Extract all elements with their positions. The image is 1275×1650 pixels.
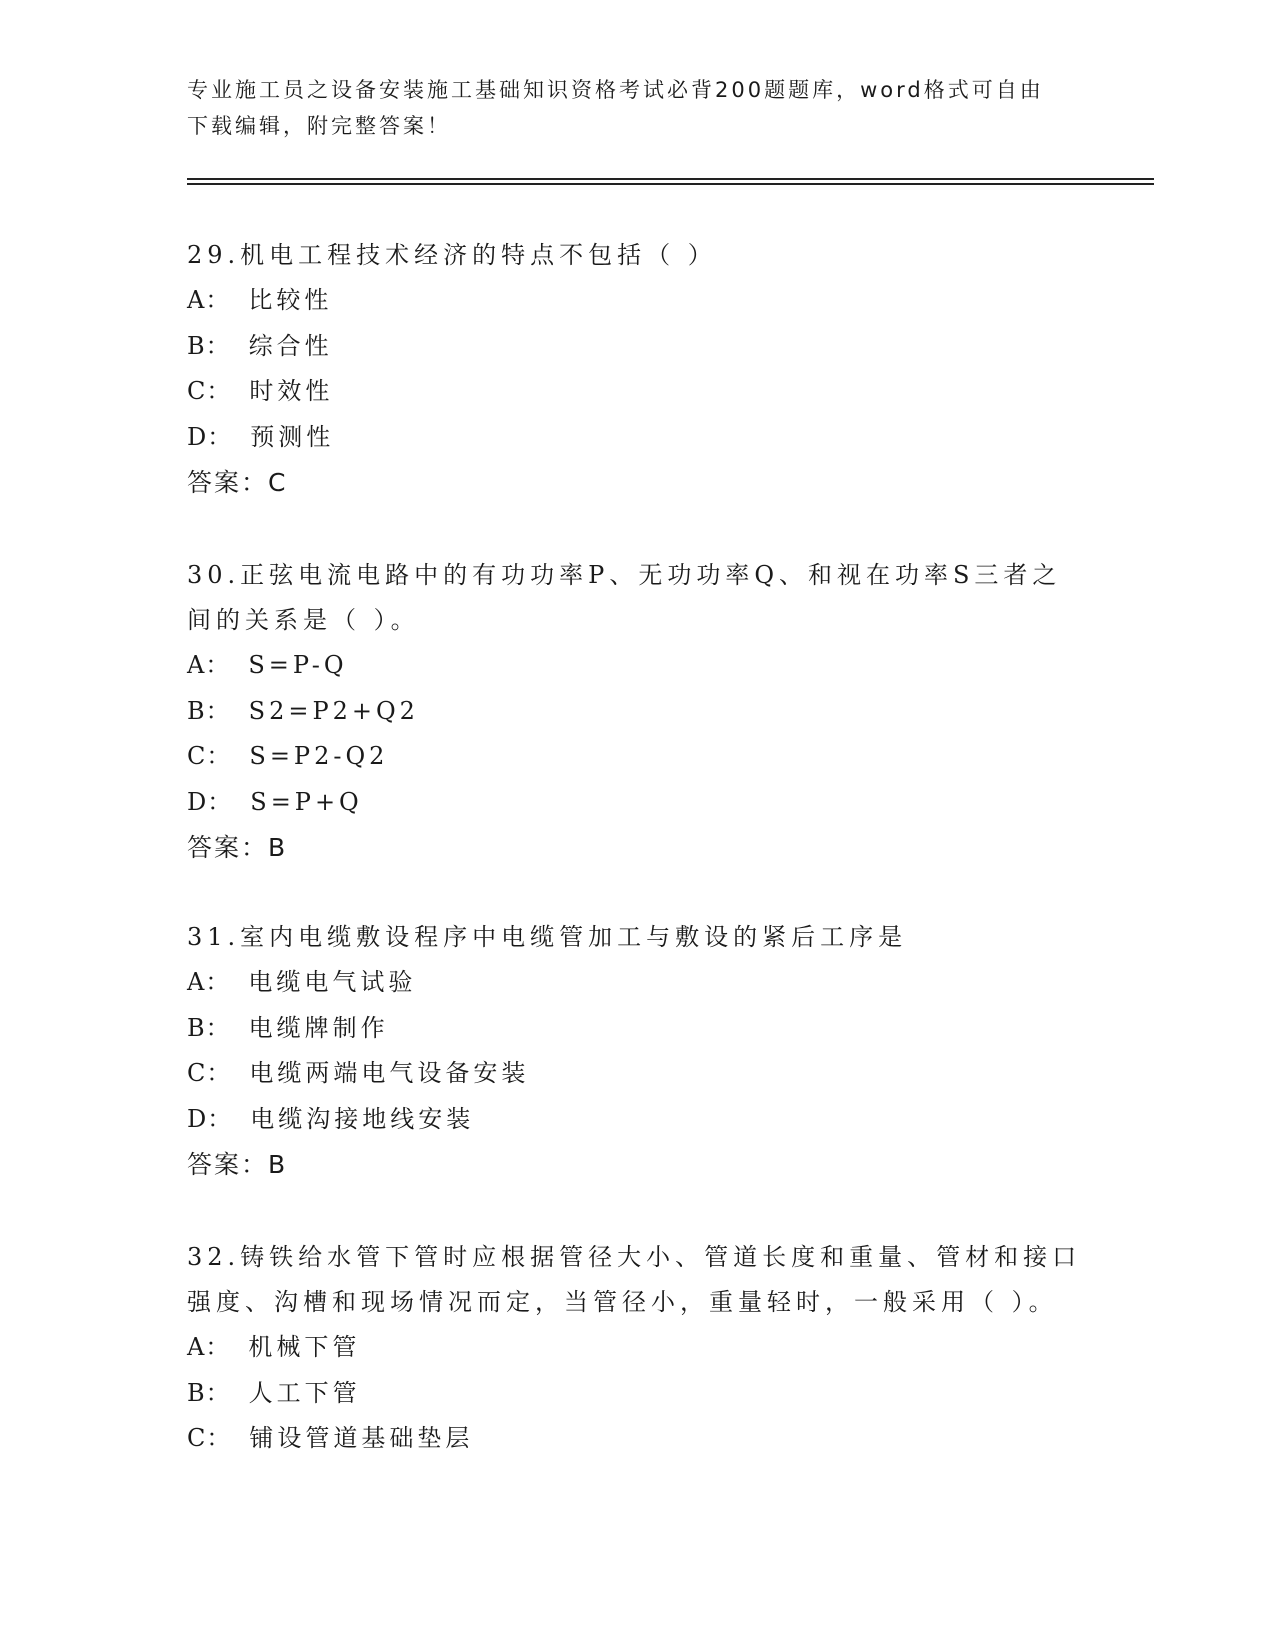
option-text: S=P-Q: [248, 651, 348, 679]
option-letter: B：: [187, 696, 231, 725]
option-letter: A：: [187, 286, 231, 314]
option-letter: A：: [187, 1333, 231, 1361]
option-letter: A：: [187, 651, 231, 679]
option-c: [187, 1416, 1087, 1462]
option-text: 电缆牌制作: [248, 1013, 389, 1042]
question-stem: 29.机电工程技术经济的特点不包括（ ）: [187, 241, 717, 269]
option-c: [187, 734, 1087, 780]
question-stem: 32.铸铁给水管下管时应根据管径大小、管道长度和重量、管材和接口强度、沟槽和现场情况而定，当管径小，重量轻时，一般采用（ ）。: [187, 1243, 1082, 1316]
option-text: 电缆两端电气设备安装: [249, 1059, 530, 1087]
option-text: 电缆沟接地线安装: [250, 1104, 475, 1133]
option-a: [187, 960, 1087, 1006]
option-letter: C：: [187, 377, 232, 405]
option-text: S=P2-Q2: [249, 742, 389, 770]
question-stem: 30.正弦电流电路中的有功功率P、无功功率Q、和视在功率S三者之间的关系是（ ）。: [187, 561, 1062, 634]
option-letter: B：: [187, 331, 231, 360]
option-b: [187, 324, 1087, 370]
option-b: [187, 689, 1087, 735]
answer-text: 答案：C: [187, 468, 288, 497]
option-letter: D：: [187, 1104, 233, 1133]
option-a: [187, 278, 1087, 324]
answer-text: 答案：B: [187, 833, 288, 862]
option-letter: B：: [187, 1013, 231, 1042]
option-d: [187, 780, 1087, 826]
option-d: [187, 415, 1087, 461]
option-text: S=P+Q: [250, 787, 363, 816]
question-32: [187, 1235, 1087, 1462]
option-letter: D：: [187, 787, 233, 816]
option-letter: C：: [187, 1059, 232, 1087]
option-letter: D：: [187, 422, 233, 451]
answer-text: 答案：B: [187, 1150, 288, 1179]
header-divider-bottom: [187, 183, 1154, 185]
option-a: [187, 643, 1087, 689]
option-letter: C：: [187, 1424, 232, 1452]
option-text: 预测性: [250, 422, 335, 451]
option-b: [187, 1371, 1087, 1417]
option-letter: C：: [187, 742, 232, 770]
option-letter: B：: [187, 1378, 231, 1407]
option-c: [187, 369, 1087, 415]
option-text: 综合性: [248, 331, 333, 360]
question-29: [187, 233, 1087, 505]
option-text: S2=P2+Q2: [248, 696, 419, 725]
header-divider-top: [187, 178, 1154, 180]
option-d: [187, 1097, 1087, 1143]
option-text: 电缆电气试验: [248, 968, 417, 996]
option-a: [187, 1325, 1087, 1371]
option-text: 机械下管: [248, 1333, 361, 1361]
option-text: 人工下管: [248, 1378, 361, 1407]
option-text: 比较性: [248, 286, 333, 314]
option-text: 时效性: [249, 377, 334, 405]
option-letter: A：: [187, 968, 231, 996]
option-b: [187, 1006, 1087, 1052]
question-stem: 31.室内电缆敷设程序中电缆管加工与敷设的紧后工序是: [187, 923, 908, 951]
option-c: [187, 1051, 1087, 1097]
question-31: [187, 915, 1087, 1187]
option-text: 铺设管道基础垫层: [249, 1424, 474, 1452]
document-header: 专业施工员之设备安装施工基础知识资格考试必背200题题库，word格式可自由下载编辑，附完整答案！: [187, 78, 1044, 138]
question-30: [187, 553, 1087, 870]
